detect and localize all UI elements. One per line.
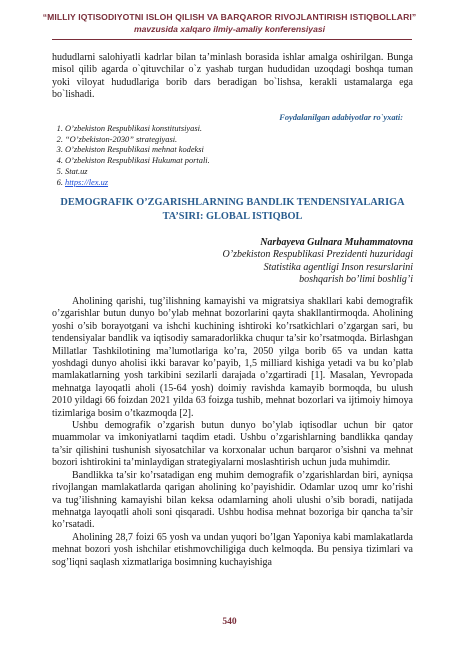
- article-title: [52, 196, 413, 224]
- intro-section: [52, 52, 413, 102]
- reference-item: 2. “O’zbekiston-2030” strategiyasi.: [65, 135, 413, 146]
- author-block: [180, 237, 413, 287]
- conference-title: “MILLIY IQTISODIYOTNI ISLOH QILISH VA BARQAROR RIVOJLANTIRISH ISTIQBOLLARI”: [42, 12, 417, 22]
- reference-item: 4. O’zbekiston Respublikasi Hukumat portali.: [65, 156, 413, 167]
- body-paragraph: Ushbu demografik o’zgarish butun dunyo bo’ylab iqtisodlar uchun bir qator muammolar va imkoniyatlarni taqdim etadi. Ushbu o’zgarishlarning bandlikka qanday ta’sir qilishini tushunish siyosatchilar va korxonalar uchun barqaror o’sishni va mehnat bozori ishtirokini ta’minlaydigan strategiyalarni moslashtirish uchun juda muhimdir.: [52, 420, 413, 469]
- reference-item: 3. O’zbekiston Respublikasi mehnat kodeksi: [65, 145, 413, 156]
- body-paragraph: Aholining 28,7 foizi 65 yosh va undan yuqori bo’lgan Yaponiya kabi mamlakatlarda mehnat bozori yosh ishchilar etishmovchiligiga duch kelmoqda. Bu pensiya tizimlari va sog’liqni saqlash xizmatlariga bosimning kuchayishiga: [52, 531, 413, 568]
- author-affiliation-line2: Statistika agentligi Inson resurslarini: [263, 261, 413, 273]
- body-paragraph: Bandlikka ta’sir ko’rsatadigan eng muhim demografik o’zgarishlardan biri, ayniqsa rivojlangan mamlakatlarda qarigan aholining ko’payishidir. Odamlar uzoq umr ko’rishi va tug’ilishning kamayishi bilan keksa odamlarning aholi ulushi o’sib boradi, natijada mehnatga layoqatli aholi soni qisqaradi. Ushbu hodisa mehnat bozoriga bir qancha ta’sir ko’rsatadi.: [52, 469, 413, 531]
- author-affiliation-line1: O’zbekiston Respublikasi Prezidenti huzuridagi: [222, 249, 413, 261]
- reference-item: 1. O’zbekiston Respublikasi konstitutsiyasi.: [65, 124, 413, 135]
- reference-link[interactable]: https://lex.uz: [65, 177, 109, 187]
- conference-header: [0, 12, 459, 34]
- author-affiliation-line3: boshqarish bo’limi boshlig’i: [299, 274, 413, 286]
- conference-subtitle: mavzusida xalqaro ilmiy-amaliy konferensiyasi: [133, 24, 326, 34]
- intro-paragraph: hududlarni salohiyatli kadrlar bilan ta’minlash borasida ishlar amalga oshirilgan. Bunga misol qilib agarda o`qituvchilar o`z yashab turgan hududidan uzoqdagi boshqa tuman yoki viloyat hududlariga borib dars beradigan bo`lishsa, kerakli ustamalarga ega bo`lishadi.: [52, 52, 413, 101]
- article-title-line1: DEMOGRAFIK O’ZGARISHLARNING BANDLIK TENDENSIYALARIGA: [60, 197, 405, 208]
- references-section: [52, 113, 413, 189]
- author-name: Narbayeva Gulnara Muhammatovna: [260, 237, 413, 248]
- article-title-line2: TA’SIRI: GLOBAL ISTIQBOL: [162, 211, 303, 222]
- references-title: Foydalanilgan adabiyotlar ro`yxati:: [279, 113, 403, 122]
- page-number: 540: [222, 617, 237, 627]
- body-paragraph: Aholining qarishi, tug’ilishning kamayishi va migratsiya shakllari kabi demografik o’zgarishlar butun dunyo bo’ylab mehnat bozorlarini qayta shakllantirmoqda. Aholining yoshi o’sib borayotgani va ishchi kuchining ishtiroki ko’rsatkichlari o’zgargan sari, bu tendensiyalar bandlik va iqtisodiy samaradorlikka chuqur ta’sir ko’rsatmoqda. Birlashgan Millatlar Tashkilotining ma’lumotlariga ko’ra, 2050 yilga borib 65 va undan katta yoshdagi dunyo aholisi ikki baravar ko’payib, 1,5 milliard kishiga yetadi va bu ko’plab mamlakatlarning yosh tarkibini sezilarli darajada o’zgartiradi [1]. Masalan, Yevropada mehnatga layoqatli aholi (15-64 yosh) doimiy ravishda kamayib bormoqda, bu ulush 2010 yildagi 66 foizdan 2021 yilda 63 foizga tushib, mehnat bozorlari va ijtimoiy himoya tizimlariga bosim o’tkazmoqda [2].: [52, 296, 413, 419]
- header-divider: [52, 39, 412, 40]
- reference-item: 5. Stat.uz: [65, 167, 413, 178]
- references-list: [52, 124, 413, 189]
- reference-item: [65, 178, 413, 189]
- article-body: [52, 296, 413, 569]
